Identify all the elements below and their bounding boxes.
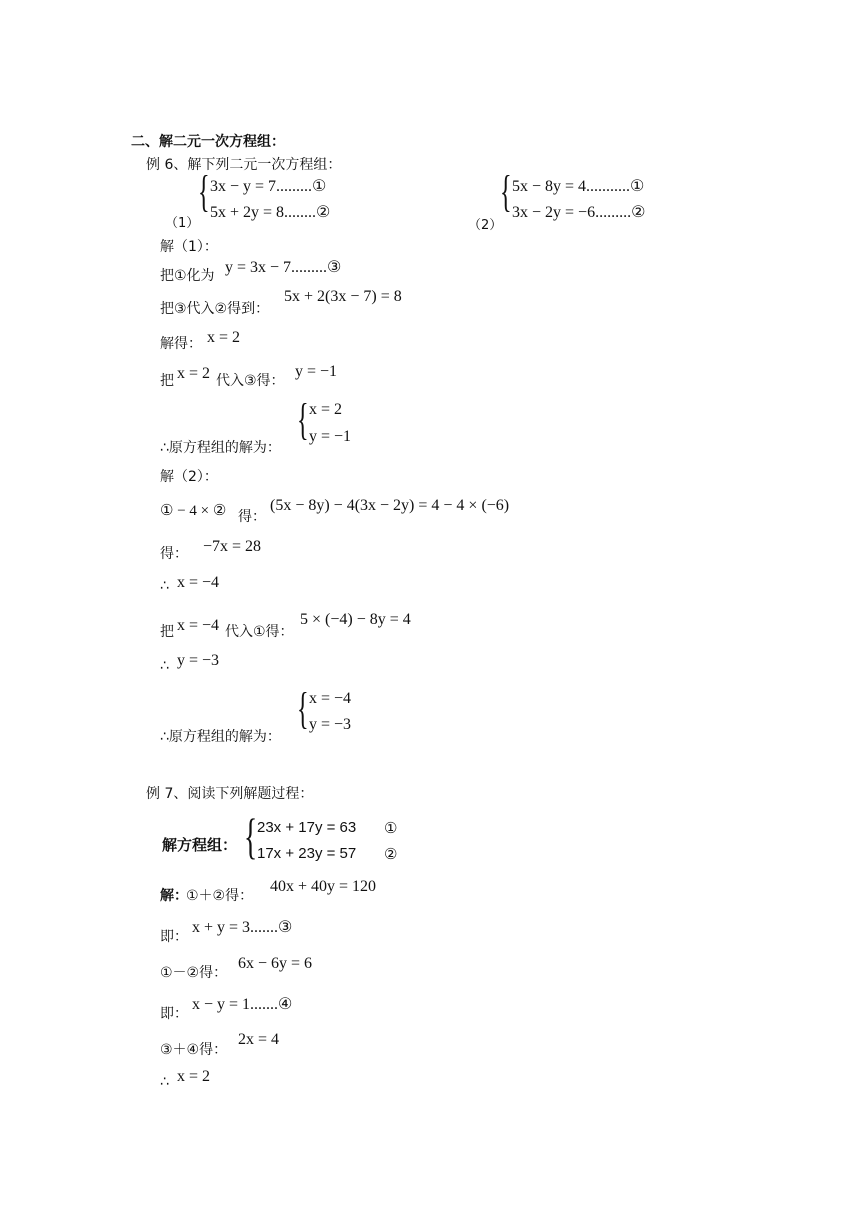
step-text: 代入①得：: [225, 624, 294, 640]
step-text: 得：: [238, 509, 266, 525]
step-text: 把③代入②得到：: [160, 301, 270, 317]
step-math: y = 3x − 7.........③: [225, 259, 342, 276]
step-text: 即：: [160, 1006, 188, 1022]
step-math: x − y = 1.......④: [192, 996, 293, 1013]
step-text: 把: [160, 373, 174, 389]
problem-2-equation-2: 3x − 2y = −6.........②: [512, 204, 646, 221]
box-equation-1: 23x + 17y = 63: [257, 819, 357, 836]
step-math: x + y = 3.......③: [192, 919, 293, 936]
solution-2-heading: 解（2）：: [160, 469, 218, 485]
problem-1-equation-2: 5x + 2y = 8........②: [210, 204, 331, 221]
step-math: x = 2: [177, 1068, 211, 1085]
step-text: 代入③得：: [216, 373, 285, 389]
system-brace: {: [500, 167, 512, 216]
answer-equation-2: y = −3: [309, 716, 352, 733]
step-math: y = −1: [295, 363, 338, 380]
answer-equation-1: x = −4: [309, 690, 352, 707]
system-brace: {: [198, 167, 210, 216]
box-equation-1-mark: ①: [384, 820, 398, 837]
solution-1-heading: 解（1）：: [160, 239, 218, 255]
step-math: x = −4: [177, 617, 220, 634]
example-6-title: 例 6、解下列二元一次方程组：: [146, 157, 342, 173]
therefore-symbol: ∴: [160, 578, 169, 594]
problem-2-label: （2）: [468, 218, 503, 233]
step-text: 解得：: [160, 336, 202, 352]
step-math: −7x = 28: [203, 538, 262, 555]
answer-equation-1: x = 2: [309, 401, 343, 418]
step-text: ①－②得：: [160, 965, 228, 981]
problem-2-equation-1: 5x − 8y = 4...........①: [512, 178, 645, 195]
step-math: (5x − 8y) − 4(3x − 2y) = 4 − 4 × (−6): [270, 497, 510, 514]
step-math: ① − 4 × ②: [160, 503, 227, 519]
step-text: 即：: [160, 929, 188, 945]
section-title: 二、解二元一次方程组：: [131, 134, 285, 150]
step-text: ③＋④得：: [160, 1042, 228, 1058]
box-equation-2: 17x + 23y = 57: [257, 845, 357, 862]
system-brace: {: [297, 684, 309, 733]
step-text: 把①化为: [160, 268, 215, 284]
box-label: 解方程组：: [162, 836, 238, 854]
system-brace: {: [297, 395, 309, 444]
example-7-title: 例 7、阅读下列解题过程：: [146, 786, 314, 802]
box-equation-2-mark: ②: [384, 846, 398, 863]
therefore-symbol: ∴: [160, 658, 169, 674]
step-math: y = −3: [177, 652, 220, 669]
step-text: 把: [160, 624, 174, 640]
therefore-symbol: ∴: [160, 1074, 169, 1090]
step-math: x = 2: [207, 329, 241, 346]
problem-1-equation-1: 3x − y = 7.........①: [210, 178, 327, 195]
step-math: x = −4: [177, 574, 220, 591]
step-math: 5 × (−4) − 8y = 4: [300, 611, 411, 628]
answer-text: ∴原方程组的解为：: [160, 440, 281, 456]
problem-1-label: （1）: [165, 216, 200, 231]
step-math: x = 2: [177, 365, 211, 382]
step-text: 得：: [160, 546, 188, 562]
step-math: 6x − 6y = 6: [238, 955, 313, 972]
step-math: 5x + 2(3x − 7) = 8: [284, 288, 402, 305]
step-math: 2x = 4: [238, 1031, 280, 1048]
answer-equation-2: y = −1: [309, 428, 352, 445]
solution-label: 解：: [160, 888, 188, 904]
step-text: ①＋②得：: [186, 888, 254, 904]
answer-text: ∴原方程组的解为：: [160, 729, 281, 745]
system-brace: {: [244, 808, 258, 864]
step-math: 40x + 40y = 120: [270, 878, 377, 895]
